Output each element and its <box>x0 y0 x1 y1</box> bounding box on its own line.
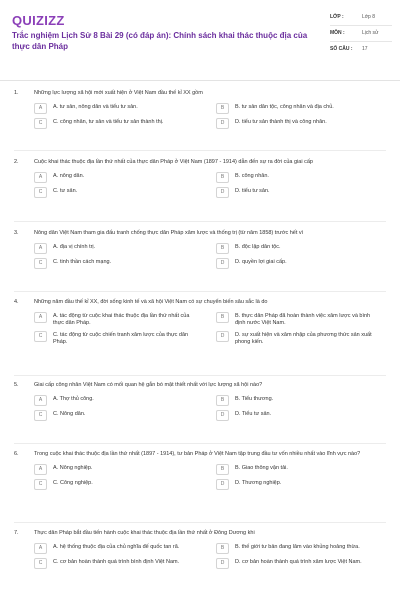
meta-key: MÔN : <box>330 30 345 36</box>
option-b[interactable] <box>216 395 398 406</box>
question-text: Cuộc khai thác thuộc địa lần thứ nhất của thực dân Pháp ở Việt Nam (1897 - 1914) dẫn đến sự ra đời của giai cấp <box>34 159 313 165</box>
option-letter-box: C <box>34 258 47 269</box>
option-a[interactable] <box>34 243 216 254</box>
option-b[interactable] <box>216 464 398 475</box>
option-text: D. tiểu tư sản. <box>235 188 270 194</box>
option-text: C. công nhân, tư sản và tiểu tư sản thành thị. <box>53 119 164 125</box>
option-b[interactable] <box>216 312 398 327</box>
option-text: D. cơ bản hoàn thành quá trình xâm lược Việt Nam. <box>235 559 362 565</box>
option-a[interactable] <box>34 172 216 183</box>
question-text: Những năm đầu thế kỉ XX, đời sống kinh tế và xã hội Việt Nam có sự chuyển biến sâu sắc là do <box>34 299 268 305</box>
question-3 <box>14 229 390 269</box>
question-divider <box>14 150 386 151</box>
question-number: 1. <box>14 90 19 96</box>
question-text: Nông dân Việt Nam tham gia đấu tranh chống thực dân Pháp xâm lược và thống trị (từ năm 1858) trước hết vì <box>34 230 304 236</box>
option-d[interactable] <box>216 558 398 569</box>
option-d[interactable] <box>216 118 398 129</box>
question-text: Những lực lượng xã hội mới xuất hiện ở Việt Nam đầu thế kỉ XX gồm <box>34 90 203 96</box>
option-letter-box: D <box>216 410 229 421</box>
option-text: D. Thương nghiệp. <box>235 480 282 486</box>
meta-value: Lịch sử <box>362 30 379 36</box>
option-a[interactable] <box>34 395 216 406</box>
option-text: A. nông dân. <box>53 173 85 179</box>
meta-row-count <box>330 42 392 57</box>
option-letter-box: B <box>216 464 229 475</box>
option-letter-box: D <box>216 187 229 198</box>
question-text: Trong cuộc khai thác thuộc địa lần thứ nhất (1897 - 1914), tư bản Pháp ở Việt Nam tập trung đầu tư vốn nhiều nhất vào lĩnh vực nào? <box>34 451 361 457</box>
option-text: A. Nông nghiệp. <box>53 465 93 471</box>
option-letter-box: A <box>34 103 47 114</box>
option-b[interactable] <box>216 243 398 254</box>
option-letter-box: A <box>34 395 47 406</box>
question-divider <box>14 221 386 222</box>
option-text: D. Tiểu tư sản. <box>235 411 272 417</box>
meta-row-subject <box>330 26 392 42</box>
option-b[interactable] <box>216 543 398 554</box>
option-letter-box: A <box>34 543 47 554</box>
option-b[interactable] <box>216 172 398 183</box>
option-text: C. cơ bản hoàn thành quá trình bình định Việt Nam. <box>53 559 180 565</box>
question-7 <box>14 529 390 569</box>
option-text: A. tác động từ cuộc khai thác thuộc địa lần thứ nhất của thực dân Pháp. <box>53 313 190 326</box>
option-letter-box: A <box>34 172 47 183</box>
question-number: 6. <box>14 451 19 457</box>
option-text: C. tác động từ cuộc chiến tranh xâm lược của thực dân Pháp. <box>53 332 189 345</box>
meta-key: SỐ CÂU : <box>330 46 353 52</box>
question-number: 2. <box>14 159 19 165</box>
option-text: C. Công nghiệp. <box>53 480 93 486</box>
question-5 <box>14 381 390 421</box>
option-letter-box: A <box>34 312 47 323</box>
option-c[interactable] <box>34 258 216 269</box>
option-d[interactable] <box>216 187 398 198</box>
option-d[interactable] <box>216 479 398 490</box>
option-c[interactable] <box>34 410 216 421</box>
option-d[interactable] <box>216 331 398 346</box>
option-c[interactable] <box>34 558 216 569</box>
option-text: D. sự xuất hiện và xâm nhập của phương thức sản xuất phong kiến. <box>235 332 372 345</box>
meta-value: Lớp 8 <box>362 14 376 20</box>
question-divider <box>14 291 386 292</box>
question-6 <box>14 450 390 490</box>
question-text: Thực dân Pháp bắt đầu tiến hành cuộc khai thác thuộc địa lần thứ nhất ở Đông Dương khi <box>34 530 255 536</box>
option-text: C. tinh thần cách mạng. <box>53 259 112 265</box>
option-letter-box: C <box>34 410 47 421</box>
option-text: D. tiểu tư sản thành thị và công nhân. <box>235 119 327 125</box>
question-divider <box>14 522 386 523</box>
option-text: B. thực dân Pháp đã hoàn thành việc xâm lược và bình định nước Việt Nam. <box>235 313 371 326</box>
option-letter-box: B <box>216 103 229 114</box>
option-text: B. tư sản dân tộc, công nhân và địa chủ. <box>235 104 334 110</box>
quizizz-logo: QUIZIZZ <box>12 13 65 28</box>
option-letter-box: C <box>34 118 47 129</box>
option-d[interactable] <box>216 410 398 421</box>
question-4 <box>14 298 390 346</box>
question-number: 7. <box>14 530 19 536</box>
question-2 <box>14 158 390 198</box>
option-letter-box: D <box>216 118 229 129</box>
worksheet-header <box>0 0 400 81</box>
meta-row-grade <box>330 10 392 26</box>
option-a[interactable] <box>34 312 216 327</box>
option-a[interactable] <box>34 464 216 475</box>
option-c[interactable] <box>34 187 216 198</box>
option-c[interactable] <box>34 331 216 346</box>
question-number: 4. <box>14 299 19 305</box>
option-text: D. quyền lợi giai cấp. <box>235 259 287 265</box>
option-letter-box: B <box>216 543 229 554</box>
option-letter-box: D <box>216 479 229 490</box>
option-letter-box: A <box>34 464 47 475</box>
question-number: 3. <box>14 230 19 236</box>
option-text: A. tư sản, nông dân và tiểu tư sản. <box>53 104 138 110</box>
question-text: Giai cấp công nhân Việt Nam có mối quan hệ gắn bó mật thiết nhất với lực lượng xã hội nào? <box>34 382 263 388</box>
option-letter-box: C <box>34 187 47 198</box>
option-text: A. địa vị chính trị. <box>53 244 96 250</box>
question-divider <box>14 443 386 444</box>
option-letter-box: C <box>34 331 47 342</box>
option-letter-box: C <box>34 479 47 490</box>
option-b[interactable] <box>216 103 398 114</box>
meta-key: LỚP : <box>330 14 344 20</box>
option-a[interactable] <box>34 103 216 114</box>
option-letter-box: D <box>216 331 229 342</box>
option-text: A. Thợ thủ công. <box>53 396 94 402</box>
option-letter-box: A <box>34 243 47 254</box>
question-number: 5. <box>14 382 19 388</box>
option-letter-box: D <box>216 258 229 269</box>
option-text: B. độc lập dân tộc. <box>235 244 281 250</box>
option-text: A. hệ thống thuộc địa của chủ nghĩa đế quốc tan rã. <box>53 544 180 550</box>
option-text: B. Giao thông vận tải. <box>235 465 288 471</box>
option-c[interactable] <box>34 479 216 490</box>
option-c[interactable] <box>34 118 216 129</box>
option-letter-box: B <box>216 395 229 406</box>
option-letter-box: B <box>216 312 229 323</box>
meta-panel <box>330 10 392 57</box>
option-letter-box: D <box>216 558 229 569</box>
question-1 <box>14 89 390 129</box>
option-text: B. Tiểu thương. <box>235 396 274 402</box>
worksheet-title: Trắc nghiệm Lịch Sử 8 Bài 29 (có đáp án): Chính sách khai thác thuộc địa của thực dân Pháp <box>12 31 308 51</box>
option-d[interactable] <box>216 258 398 269</box>
option-letter-box: B <box>216 172 229 183</box>
option-text: B. thế giới tư bản đang lâm vào khủng hoảng thừa. <box>235 544 360 550</box>
option-letter-box: B <box>216 243 229 254</box>
option-letter-box: C <box>34 558 47 569</box>
option-a[interactable] <box>34 543 216 554</box>
option-text: B. công nhân. <box>235 173 269 179</box>
option-text: C. Nông dân. <box>53 411 86 417</box>
option-text: C. tư sản. <box>53 188 78 194</box>
meta-value: 17 <box>362 46 368 52</box>
question-divider <box>14 375 386 376</box>
